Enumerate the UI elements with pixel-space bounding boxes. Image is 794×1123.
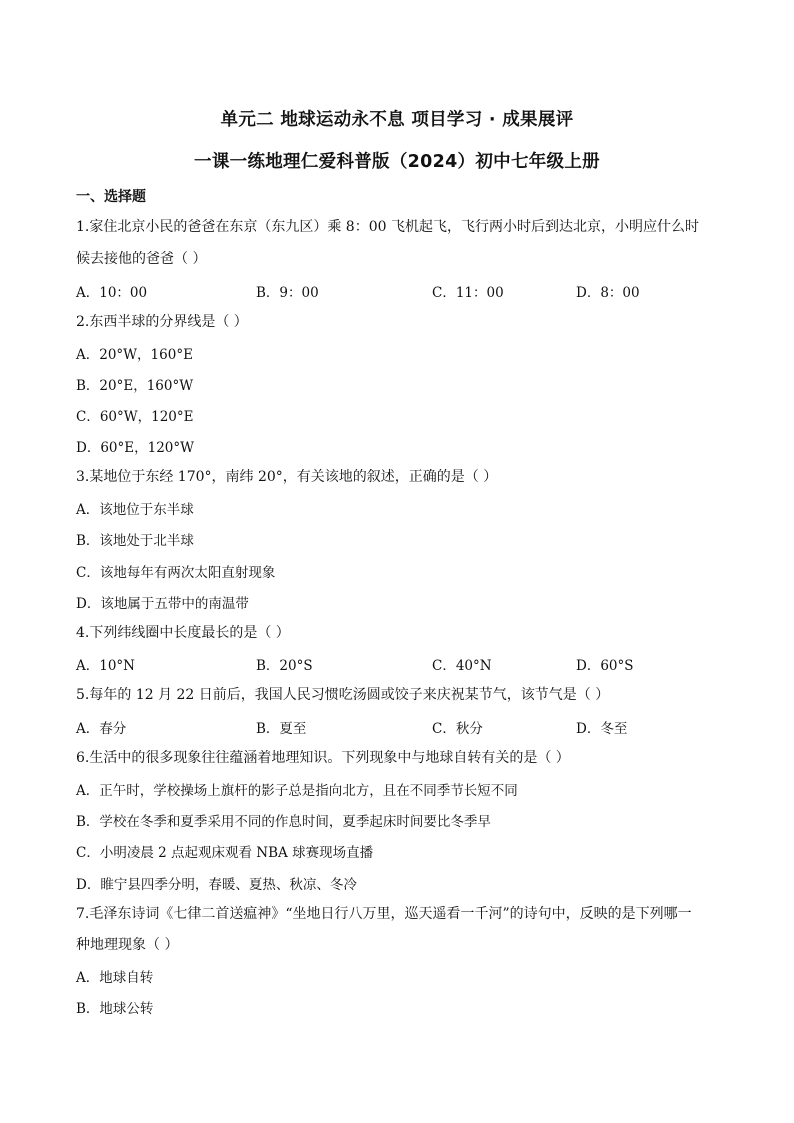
question-5-option-c: C．秋分 [432, 721, 483, 737]
question-2-option-c: C．60°W，120°E [76, 409, 194, 425]
question-1-stem-line-1: 1.家住北京小民的爸爸在东京（东九区）乘 8：00 飞机起飞，飞行两小时后到达北京，小明应什么时 [76, 219, 699, 235]
question-5-option-a: A．春分 [76, 721, 127, 737]
question-6-stem: 6.生活中的很多现象往往蕴涵着地理知识。下列现象中与地球自转有关的是（ ） [76, 750, 570, 766]
question-1-stem-line-2: 候去接他的爸爸（ ） [76, 251, 207, 267]
question-1-option-c: C．11：00 [432, 285, 504, 301]
question-7-option-a: A．地球自转 [76, 970, 154, 986]
question-3-stem: 3.某地位于东经 170°，南纬 20°，有关该地的叙述，正确的是（ ） [76, 469, 498, 485]
document-title: 单元二 地球运动永不息 项目学习 · 成果展评 [220, 110, 574, 130]
question-3-option-b: B．该地处于北半球 [76, 533, 194, 549]
question-5-option-d: D．冬至 [576, 721, 628, 737]
question-2-stem: 2.东西半球的分界线是（ ） [76, 314, 248, 330]
section-heading: 一、选择题 [76, 189, 146, 205]
question-2-option-b: B．20°E，160°W [76, 378, 194, 394]
question-5-option-b: B．夏至 [256, 721, 307, 737]
question-4-option-d: D．60°S [576, 658, 634, 674]
question-2-option-a: A．20°W，160°E [76, 347, 193, 363]
question-3-option-c: C．该地每年有两次太阳直射现象 [76, 565, 276, 581]
question-4-option-c: C．40°N [432, 658, 492, 674]
question-6-option-a: A．正午时，学校操场上旗杆的影子总是指向北方，且在不同季节长短不同 [76, 783, 518, 799]
question-7-stem-line-1: 7.毛泽东诗词《七律二首送瘟神》“坐地日行八万里，巡天遥看一千河”的诗句中，反映的是下列哪一 [76, 906, 692, 922]
question-5-stem: 5.每年的 12 月 22 日前后，我国人民习惯吃汤圆或饺子来庆祝某节气，该节气是（ ） [76, 687, 610, 703]
question-1-option-a: A．10：00 [76, 285, 148, 301]
question-3-option-a: A．该地位于东半球 [76, 502, 194, 518]
question-1-option-d: D．8：00 [576, 285, 640, 301]
question-2-option-d: D．60°E，120°W [76, 440, 194, 456]
question-6-option-b: B．学校在冬季和夏季采用不同的作息时间，夏季起床时间要比冬季早 [76, 814, 491, 830]
question-4-option-b: B．20°S [256, 658, 313, 674]
question-7-option-b: B．地球公转 [76, 1001, 154, 1017]
question-7-stem-line-2: 种地理现象（ ） [76, 937, 179, 953]
document-subtitle: 一课一练地理仁爱科普版（2024）初中七年级上册 [194, 152, 600, 172]
question-4-option-a: A．10°N [76, 658, 135, 674]
question-4-stem: 4.下列纬线圈中长度最长的是（ ） [76, 625, 290, 641]
question-6-option-c: C．小明凌晨 2 点起观床观看 NBA 球赛现场直播 [76, 845, 374, 861]
question-1-option-b: B．9：00 [256, 285, 319, 301]
question-6-option-d: D．睢宁县四季分明，春暖、夏热、秋凉、冬冷 [76, 877, 357, 893]
question-3-option-d: D．该地属于五带中的南温带 [76, 596, 249, 612]
